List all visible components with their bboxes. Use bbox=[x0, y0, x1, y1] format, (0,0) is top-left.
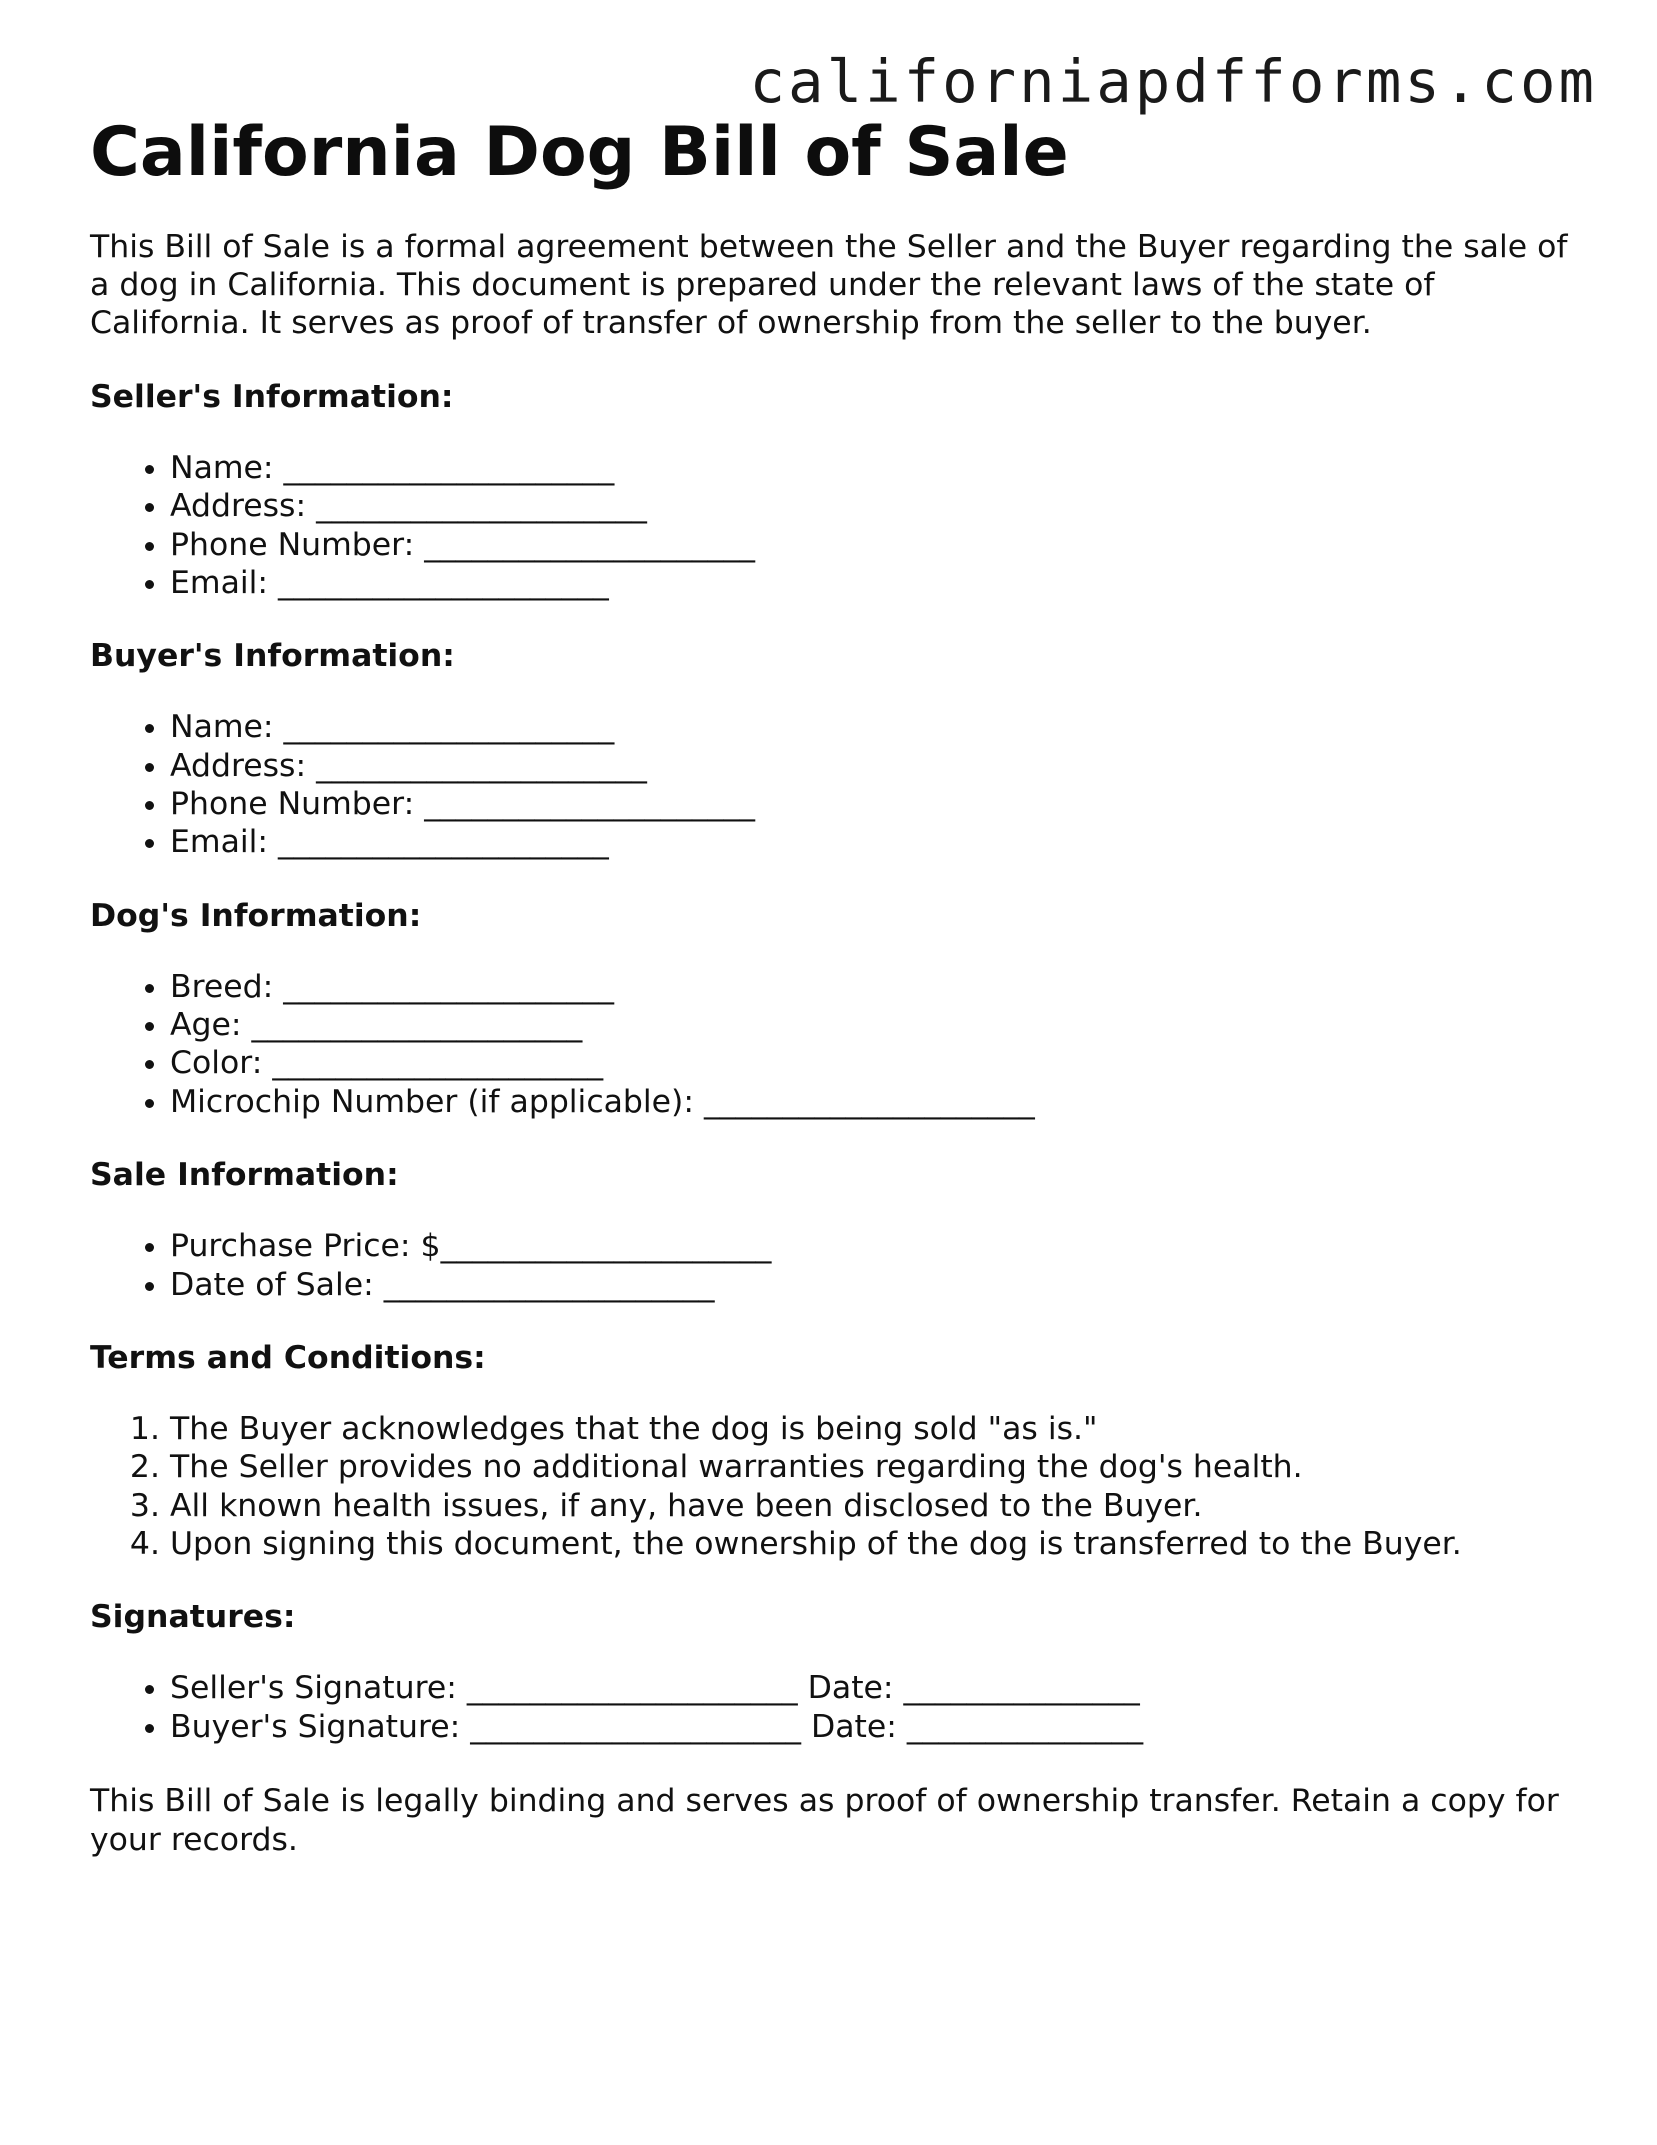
date-of-sale-field: • Date of Sale: _____________________ bbox=[170, 1266, 1570, 1304]
page-title: California Dog Bill of Sale bbox=[90, 113, 1069, 192]
terms-list bbox=[90, 1410, 1570, 1564]
dog-age-field: • Age: _____________________ bbox=[170, 1006, 1570, 1044]
buyer-address-field: • Address: _____________________ bbox=[170, 747, 1570, 785]
sale-heading: Sale Information: bbox=[90, 1157, 399, 1194]
dog-fields-list bbox=[90, 968, 1570, 1122]
buyer-phone-field: • Phone Number: _____________________ bbox=[170, 785, 1570, 823]
dog-heading: Dog's Information: bbox=[90, 897, 422, 934]
buyer-name-field: • Name: _____________________ bbox=[170, 708, 1570, 746]
site-watermark: californiapdfforms.com bbox=[749, 47, 1597, 116]
buyer-signature-field: • Buyer's Signature: _____________________ Date: _______________ bbox=[170, 1708, 1570, 1746]
term-item: 3. All known health issues, if any, have been disclosed to the Buyer. bbox=[170, 1487, 1570, 1525]
buyer-heading: Buyer's Information: bbox=[90, 638, 455, 675]
dog-microchip-field: • Microchip Number (if applicable): _____________________ bbox=[170, 1083, 1570, 1121]
term-item: 2. The Seller provides no additional warranties regarding the dog's health. bbox=[170, 1448, 1570, 1486]
seller-address-field: • Address: _____________________ bbox=[170, 487, 1570, 525]
seller-signature-field: • Seller's Signature: _____________________ Date: _______________ bbox=[170, 1669, 1570, 1707]
signatures-list bbox=[90, 1669, 1570, 1746]
seller-name-field: • Name: _____________________ bbox=[170, 449, 1570, 487]
dog-color-field: • Color: _____________________ bbox=[170, 1044, 1570, 1082]
dog-breed-field: • Breed: _____________________ bbox=[170, 968, 1570, 1006]
seller-phone-field: • Phone Number: _____________________ bbox=[170, 526, 1570, 564]
seller-fields-list bbox=[90, 449, 1570, 603]
signatures-heading: Signatures: bbox=[90, 1599, 296, 1636]
document-body bbox=[90, 112, 1570, 1859]
buyer-email-field: • Email: _____________________ bbox=[170, 823, 1570, 861]
seller-email-field: • Email: _____________________ bbox=[170, 564, 1570, 602]
purchase-price-field: • Purchase Price: $_____________________ bbox=[170, 1227, 1570, 1265]
buyer-fields-list bbox=[90, 708, 1570, 862]
term-item: 4. Upon signing this document, the ownership of the dog is transferred to the Buyer. bbox=[170, 1525, 1570, 1563]
terms-heading: Terms and Conditions: bbox=[90, 1339, 486, 1376]
intro-paragraph: This Bill of Sale is a formal agreement between the Seller and the Buyer regarding the sale of a dog in California. This document is prepared under the relevant laws of the state of California. It serves as proof of transfer of ownership from the seller to the buyer. bbox=[90, 228, 1568, 342]
seller-heading: Seller's Information: bbox=[90, 378, 454, 415]
sale-fields-list bbox=[90, 1227, 1570, 1304]
closing-paragraph: This Bill of Sale is legally binding and serves as proof of ownership transfer. Retain a copy for your records. bbox=[90, 1783, 1559, 1858]
term-item: 1. The Buyer acknowledges that the dog is being sold "as is." bbox=[170, 1410, 1570, 1448]
